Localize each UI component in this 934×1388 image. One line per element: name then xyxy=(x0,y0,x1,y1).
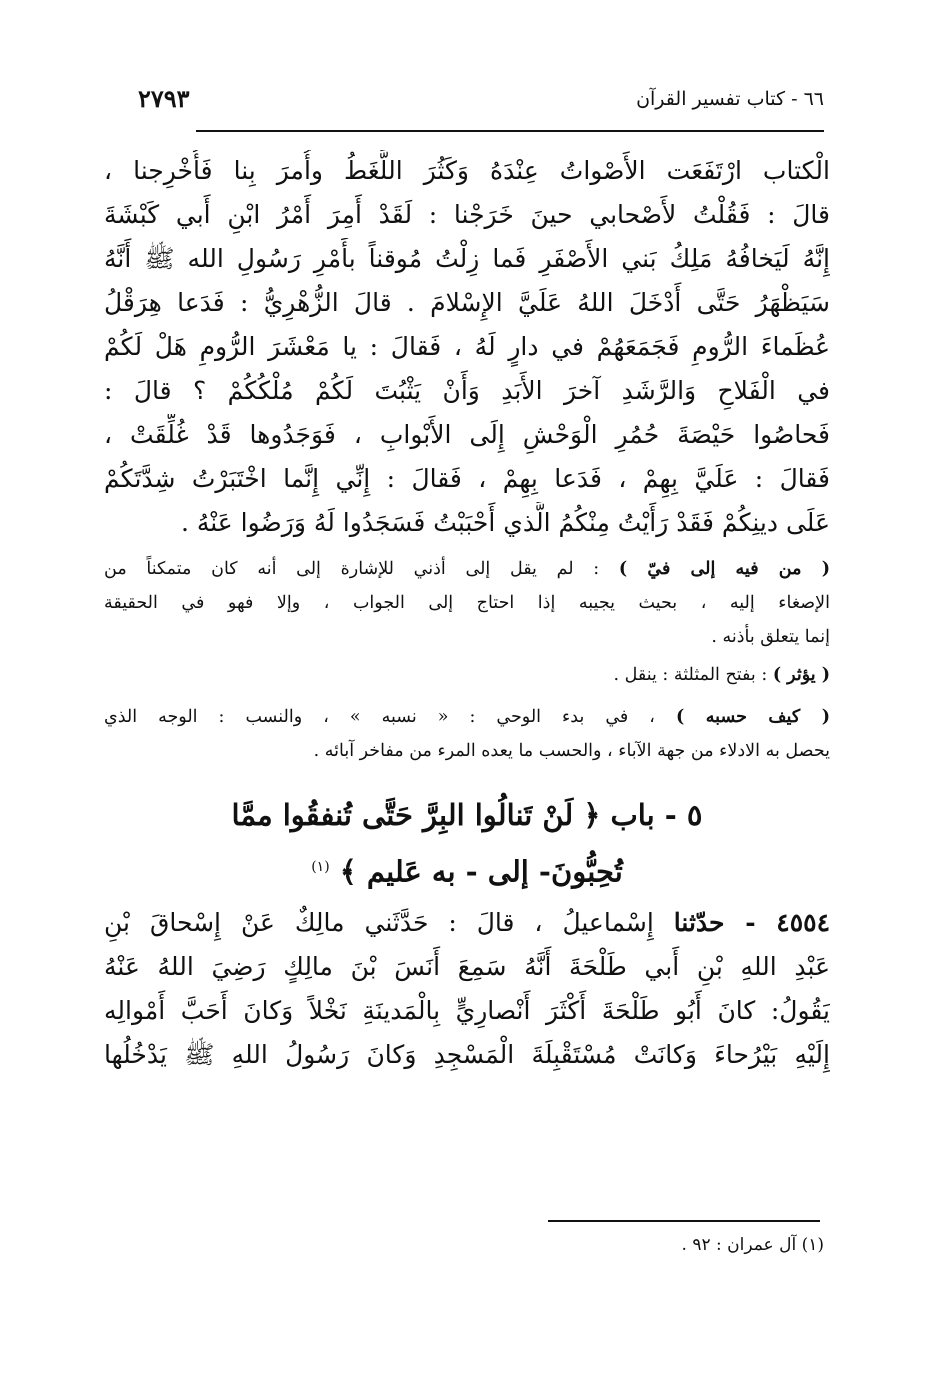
hadith-line: عَبْدِ اللهِ بْنِ أَبي طَلْحَةَ أَنَّهُ سَمِعَ أَنَسَ بْنَ مالِكٍ رَضِيَ اللهُ عَنْهُ xyxy=(104,952,830,981)
note-term: ( يؤثر ) xyxy=(772,665,830,685)
chapter-heading: ٥ - باب ﴿ لَنْ تَنالُوا البِرَّ حَتَّى تُنفقُوا ممَّا xyxy=(231,798,703,832)
note-text: ، في بدء الوحي : « نسبه » ، والنسب : الوجه الذي xyxy=(104,707,676,727)
hadith-line: عُظَماءَ الرُّومِ فَجَمَعَهُمْ في دارٍ لَهُ ، فَقالَ : يا مَعْشَرَ الرُّومِ هَلْ لَكُمْ xyxy=(104,332,830,361)
chapter-heading xyxy=(104,842,830,892)
note-line xyxy=(104,700,830,734)
hadith-number: ٤٥٥٤ - حدّثنا xyxy=(673,908,830,937)
hadith-line: فَحاصُوا حَيْصَةَ حُمُرِ الْوَحْشِ إِلَى الأَبْوابِ ، فَوَجَدُوها قَدْ غُلِّقَتْ ، xyxy=(104,420,830,449)
header-rule xyxy=(196,130,824,132)
hadith-line: عَلَى دينِكُمْ فَقَدْ رَأَيْتُ مِنْكُمُ الَّذي أَحْبَبْتُ فَسَجَدُوا لَهُ وَرَضُوا عَنْهُ . xyxy=(180,508,830,537)
hadith-line xyxy=(104,902,830,944)
note-line: إنما يتعلق بأذنه . xyxy=(711,627,830,647)
note-line: الإصغاء إليه ، بحيث يجيبه إذا احتاج إلى الجواب ، وإلا فهو في الحقيقة xyxy=(104,593,830,613)
note-term: ( كيف حسبه ) xyxy=(675,707,830,727)
hadith-line: سَيَظْهَرُ حَتَّى أَدْخَلَ اللهُ عَلَيَّ الإِسْلامَ . قالَ الزُّهْرِيُّ : فَدَعا هِرَقْلُ xyxy=(104,288,830,317)
hadith-line: في الْفَلاحِ وَالرَّشَدِ آخرَ الأَبَدِ وَأَنْ يَثْبُتَ لَكُمْ مُلْكُكُمْ ؟ قالَ : xyxy=(104,376,830,405)
page-header xyxy=(138,84,824,120)
note-line xyxy=(104,552,830,586)
hadith-text: إِسْماعيلُ ، قالَ : حَدَّثَني مالِكٌ عَنْ إِسْحاقَ بْنِ xyxy=(104,908,674,937)
note-term: ( من فيه إلى فيّ ) xyxy=(618,559,830,579)
hadith-line: إِلَيْهِ بَيْرُحاءَ وَكانَتْ مُسْتَقْبِلَةَ الْمَسْجِدِ وَكانَ رَسُولُ اللهِ ﷺ يَدْخُلُها xyxy=(104,1040,830,1069)
footnote-ref: (١) xyxy=(311,859,330,875)
note-line xyxy=(104,658,830,692)
hadith-line: فَقالَ : عَلَيَّ بِهِمْ ، فَدَعا بِهِمْ ، فَقالَ : إِنِّي إِنَّما اخْتَبَرْتُ شِدَّتَكُمْ xyxy=(104,464,830,493)
hadith-line: قالَ : فَقُلْتُ لأَصْحابي حينَ خَرَجْنا : لَقَدْ أَمِرَ أَمْرُ ابْنِ أَبي كَبْشَةَ xyxy=(104,200,830,229)
running-title: ٦٦ - كتاب تفسير القرآن xyxy=(636,88,824,110)
note-text: : لم يقل إلى أذني للإشارة إلى أنه كان متمكناً من xyxy=(104,559,619,579)
hadith-line: يَقُولُ: كانَ أَبُو طَلْحَةَ أَكْثَرَ أَنْصارِيٍّ بِالْمَدينَةِ نَخْلاً وَكانَ أَحَبَّ أَمْوالِه xyxy=(104,996,830,1025)
footnote-rule xyxy=(548,1220,820,1222)
note-line: يحصل به الادلاء من جهة الآباء ، والحسب ما يعده المرء من مفاخر آبائه . xyxy=(313,741,830,761)
page-number: ٢٧٩٣ xyxy=(138,84,190,113)
note-text: : بفتح المثلثة : ينقل . xyxy=(613,665,773,685)
hadith-line: الْكتاب ارْتَفَعَت الأَصْواتُ عِنْدَهُ وَكَثُرَ اللَّغَطُ وأُمرَ بِنا فَأُخْرِجنا ، xyxy=(104,156,830,185)
footnote: (١) آل عمران : ٩٢ . xyxy=(681,1235,824,1255)
hadith-line: إِنَّهُ لَيَخافُهُ مَلِكُ بَني الأَصْفَرِ فَما زِلْتُ مُوقناً بأَمْرِ رَسُولِ الله ﷺ أَنَّهُ xyxy=(104,244,830,273)
chapter-heading-text: تُحِبُّونَ- إلى - به عَليم ﴾ xyxy=(339,854,623,889)
